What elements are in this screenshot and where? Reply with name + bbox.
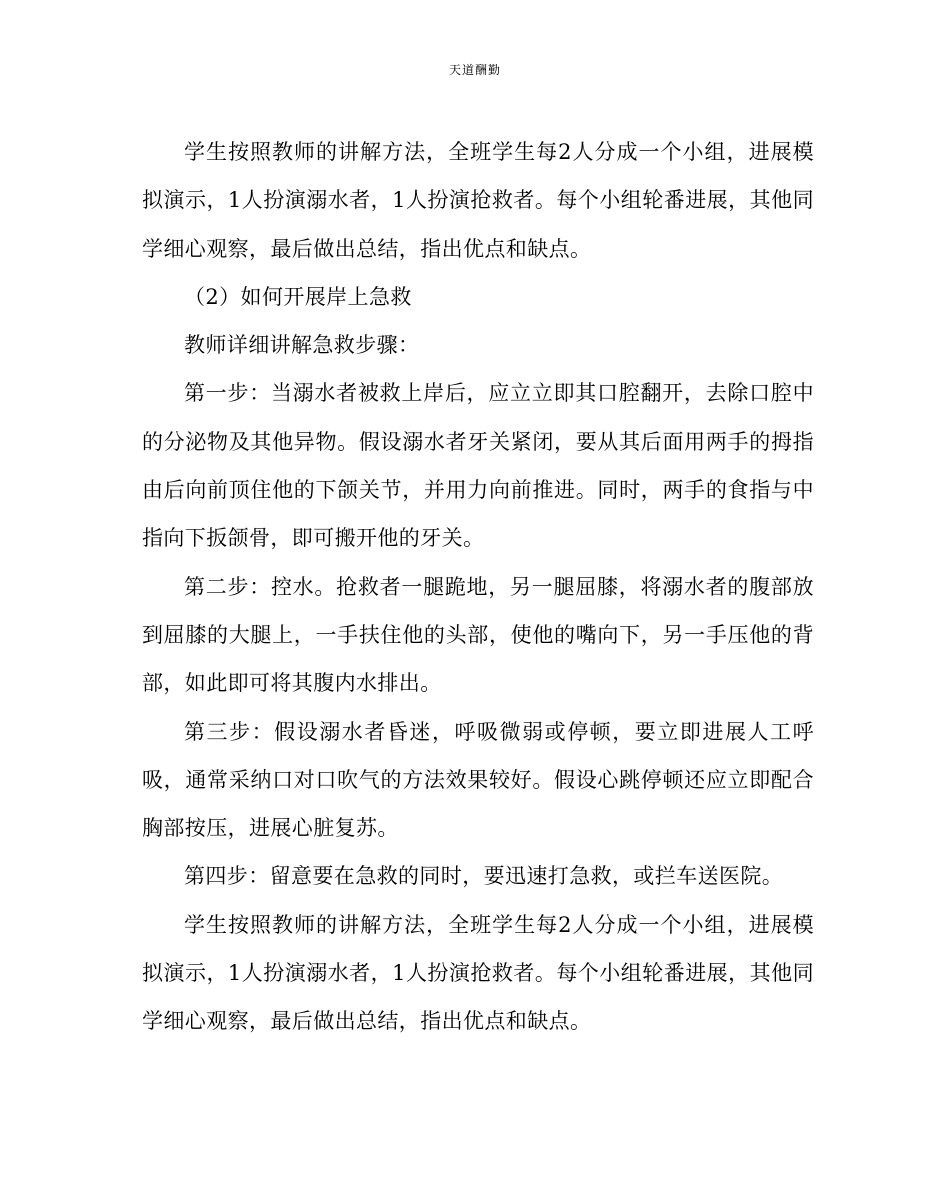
- paragraph-step-one: 第一步：当溺水者被救上岸后，应立立即其口腔翻开，去除口腔中的分泌物及其他异物。假设溺水者牙关紧闭，要从其后面用两手的拇指由后向前顶住他的下颌关节，并用力向前推进。同时，两手的食指与中指向下扳颌骨，即可搬开他的牙关。: [142, 381, 814, 551]
- paragraph-step-four: 第四步：留意要在急救的同时，要迅速打急救，或拦车送医院。: [184, 864, 784, 889]
- paragraph-steps-intro: 教师详细讲解急救步骤：: [184, 333, 420, 358]
- page-header: 天道酬勤: [448, 63, 501, 77]
- paragraph-practice-intro: 学生按照教师的讲解方法，全班学生每2人分成一个小组，进展模拟演示，1人扮演溺水者，1人扮演抢救者。每个小组轮番进展，其他同学细心观察，最后做出总结，指出优点和缺点。: [142, 140, 814, 261]
- paragraph-step-three: 第三步：假设溺水者昏迷，呼吸微弱或停顿，要立即进展人工呼吸，通常采纳口对口吹气的方法效果较好。假设心跳停顿还应立即配合胸部按压，进展心脏复苏。: [142, 719, 814, 841]
- document-body: [142, 128, 814, 1046]
- paragraph-step-two: 第二步：控水。抢救者一腿跪地，另一腿屈膝，将溺水者的腹部放到屈膝的大腿上，一手扶住他的头部，使他的嘴向下，另一手压他的背部，如此即可将其腹内水排出。: [142, 574, 814, 696]
- paragraph-practice-repeat: 学生按照教师的讲解方法，全班学生每2人分成一个小组，进展模拟演示，1人扮演溺水者，1人扮演抢救者。每个小组轮番进展，其他同学细心观察，最后做出总结，指出优点和缺点。: [142, 912, 814, 1034]
- section-heading-shore-rescue: （2）如何开展岸上急救: [184, 284, 412, 309]
